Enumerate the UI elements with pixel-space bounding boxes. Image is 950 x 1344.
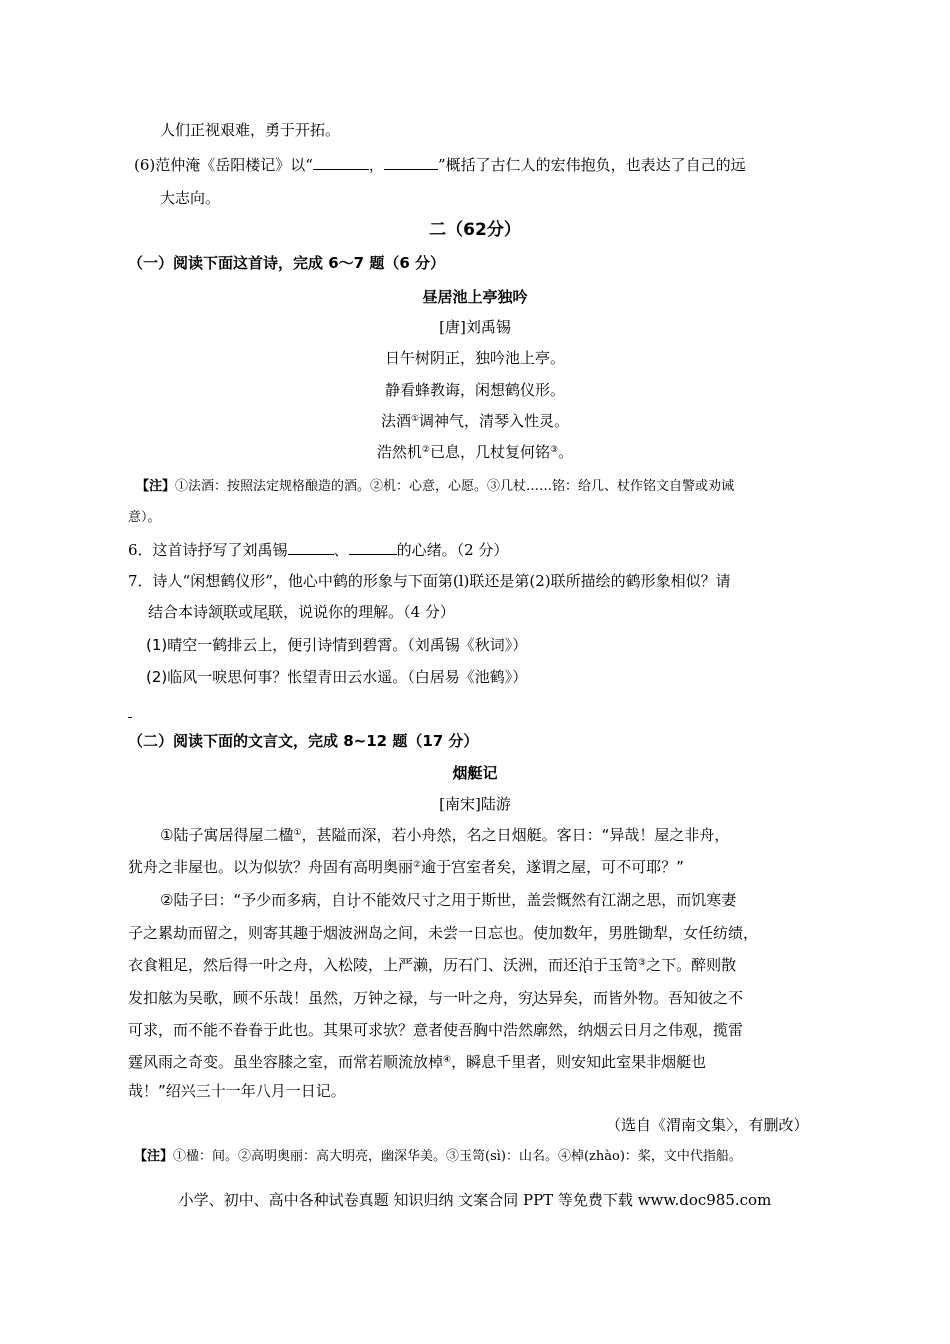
essay-line: 犹舟之非屋也。以为似欤？舟固有高明奥丽②逾于宫室者矣，遂谓之屋，可不可耶？” [128, 858, 684, 876]
essay-source: （选自《渭南文集〉，有删改） [606, 1116, 809, 1134]
poem-line: 法酒①调神气，清琴入性灵。 [380, 412, 570, 430]
essay-line: 发扣舷为吴歌，顾不乐哉！虽然，万钟之禄，与一叶之舟，穷达异矣，而皆外物。吾知彼之不 [128, 989, 744, 1007]
answer-blank[interactable] [313, 153, 369, 170]
question-7-cont: 结合本诗颔联或尾联，说说你的理解。（4 分） [148, 603, 455, 621]
poem-note-cont: 意）。 [128, 510, 161, 525]
poem-author: [唐]刘禹锡 [439, 318, 511, 336]
question-6-fill: (6)范仲淹《岳阳楼记》以“ ， ”概括了古仁人的宏伟抱负，也表达了自己的远 [134, 153, 746, 176]
question-7-option-2: (2)临风一唳思何事？怅望青田云水遥。（白居易《池鹤》） [146, 668, 528, 686]
poem-line: 静看蜂教诲，闲想鹤仪形。 [384, 381, 565, 399]
essay-author: [南宋]陆游 [439, 795, 511, 813]
essay-line: 子之累劫而留之，则寄其趣于烟波洲岛之间，未尝一日忘也。使加数年，男胜锄犁，女任纺绩， [128, 924, 759, 942]
continued-line: 人们正视艰难，勇于开拓。 [160, 121, 341, 139]
poem-line: 浩然机②已息，几杖复何铭③。 [376, 443, 574, 461]
poem-line: 日午树阴正，独吟池上亭。 [384, 349, 565, 367]
answer-blank[interactable] [288, 538, 334, 555]
essay-note: 【注】①楹：间。②高明奥丽：高大明亮，幽深华美。③玉笥(sì)：山名。④棹(zhào)：桨，文中代指船。 [134, 1149, 742, 1164]
essay-line: 衣食粗足，然后得一叶之舟，入松陵，上严濑，历石门、沃洲，而还泊于玉笥③之下。醉则散 [128, 956, 737, 974]
question-7-option-1: (1)晴空一鹤排云上，便引诗情到碧霄。（刘禹锡《秋词》） [146, 636, 528, 654]
page-footer: 小学、初中、高中各种试卷真题 知识归纳 文案合同 PPT 等免费下载 www.doc985.com [178, 1191, 772, 1209]
poem-note: 【注】①法酒：按照法定规格酿造的酒。②机：心意，心愿。③几杖……铭：给几、杖作铭文自警或劝诫 [136, 479, 735, 494]
question-6-cont: 大志向。 [160, 189, 221, 207]
essay-line: ①陆子寓居得屋二楹①，甚隘而深，若小舟然，名之日烟艇。客日：“异哉！屋之非舟， [160, 826, 730, 844]
essay-title: 烟艇记 [452, 764, 498, 782]
answer-blank[interactable] [349, 538, 397, 555]
question-7: 7．诗人“闲想鹤仪形”，他心中鹤的形象与下面第(l)联还是第(2)联所描绘的鹤形象相似？请 [128, 572, 731, 590]
answer-blank[interactable] [384, 153, 438, 170]
poem-title: 昼居池上亭独吟 [422, 288, 528, 306]
essay-line: 哉！”绍兴三十一年八月一日记。 [128, 1082, 346, 1100]
essay-line: 霆风雨之奇变。虽坐容膝之室，而常若顺流放棹④，瞬息千里者，则安知此室果非烟艇也 [128, 1053, 707, 1071]
divider-mark [128, 717, 132, 718]
part-title: 二（62分） [429, 220, 521, 240]
section-heading-poem: （一）阅读下面这首诗，完成 6～7 题（6 分） [128, 254, 445, 272]
essay-line: ②陆子曰：“予少而多病，自计不能效尺寸之用于斯世，盖尝慨然有江湖之思，而饥寒妻 [160, 891, 737, 909]
section-heading-classical: （二）阅读下面的文言文，完成 8~12 题（17 分） [128, 732, 479, 750]
essay-line: 可求，而不能不眷眷于此也。其果可求欤？意者使吾胸中浩然廓然，纳烟云日月之伟观，揽雷 [128, 1021, 744, 1039]
question-6: 6．这首诗抒写了刘禹锡 、 的心绪。（2 分） [128, 538, 508, 561]
